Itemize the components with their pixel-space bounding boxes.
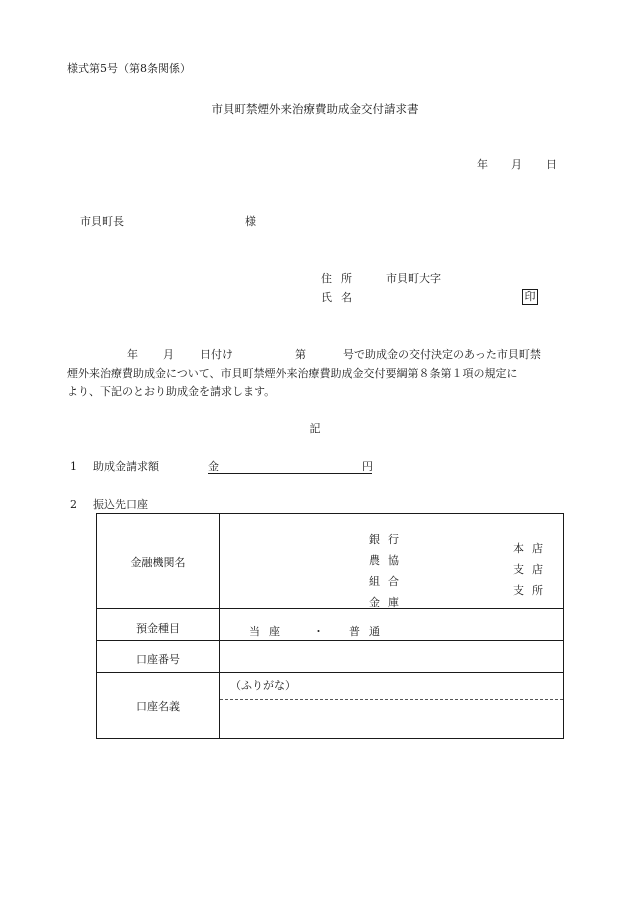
table-row-divider [97, 672, 563, 673]
bank-type-option[interactable]: 農協 [369, 554, 407, 567]
body-year: 年 [127, 348, 138, 361]
amount-field[interactable] [208, 460, 372, 474]
item2-number: 2 [70, 498, 77, 511]
account-number-label: 口座番号 [136, 653, 180, 666]
address-label: 住所 [321, 272, 361, 285]
table-column-divider [219, 514, 220, 738]
amount-kin: 金 [208, 460, 219, 473]
bank-type-option[interactable]: 組合 [369, 575, 407, 588]
institution-label: 金融機関名 [130, 556, 186, 569]
amount-yen: 円 [362, 460, 373, 473]
account-type-current[interactable]: 当座 [249, 625, 289, 638]
address-value: 市貝町大字 [386, 272, 441, 285]
addressee-mayor: 市貝町長 [80, 215, 124, 228]
name-label: 氏名 [321, 291, 361, 304]
furigana-label: （ふりがな） [230, 679, 296, 692]
date-day-label: 日 [546, 158, 557, 171]
bank-type-option[interactable]: 銀行 [369, 533, 407, 546]
body-line-3: より、下記のとおり助成金を請求します。 [67, 385, 276, 398]
body-dai: 第 [295, 348, 306, 361]
bank-account-table [96, 513, 564, 739]
date-year-label: 年 [477, 158, 488, 171]
item2-label: 振込先口座 [93, 498, 148, 511]
addressee-honorific: 様 [245, 215, 256, 228]
form-number: 様式第5号（第8条関係） [67, 62, 191, 75]
body-line1-rest: 号で助成金の交付決定のあった市貝町禁 [343, 348, 541, 361]
branch-type-option[interactable]: 支店 [513, 563, 551, 576]
branch-type-option[interactable]: 本店 [513, 542, 551, 555]
account-holder-label: 口座名義 [136, 700, 180, 713]
branch-type-option[interactable]: 支所 [513, 584, 551, 597]
item1-number: 1 [70, 460, 77, 473]
branch-type-list [513, 538, 551, 601]
bank-type-list [369, 529, 407, 613]
document-title: 市貝町禁煙外来治療費助成金交付請求書 [211, 102, 419, 116]
body-day-suffix: 日付け [200, 348, 233, 361]
seal-mark: 印 [522, 289, 538, 305]
table-row-divider [97, 640, 563, 641]
account-type-ordinary[interactable]: 普通 [349, 625, 389, 638]
furigana-divider [220, 699, 563, 700]
bank-type-option[interactable]: 金庫 [369, 596, 407, 609]
date-month-label: 月 [511, 158, 522, 171]
account-type-label: 預金種目 [136, 622, 180, 635]
item1-label: 助成金請求額 [93, 460, 159, 473]
body-month: 月 [163, 348, 174, 361]
account-type-separator: ・ [313, 625, 324, 638]
table-row-divider [97, 608, 563, 609]
body-line-2: 煙外来治療費助成金について、市貝町禁煙外来治療費助成金交付要綱第８条第１項の規定に [67, 367, 518, 380]
ki-heading: 記 [309, 422, 321, 435]
